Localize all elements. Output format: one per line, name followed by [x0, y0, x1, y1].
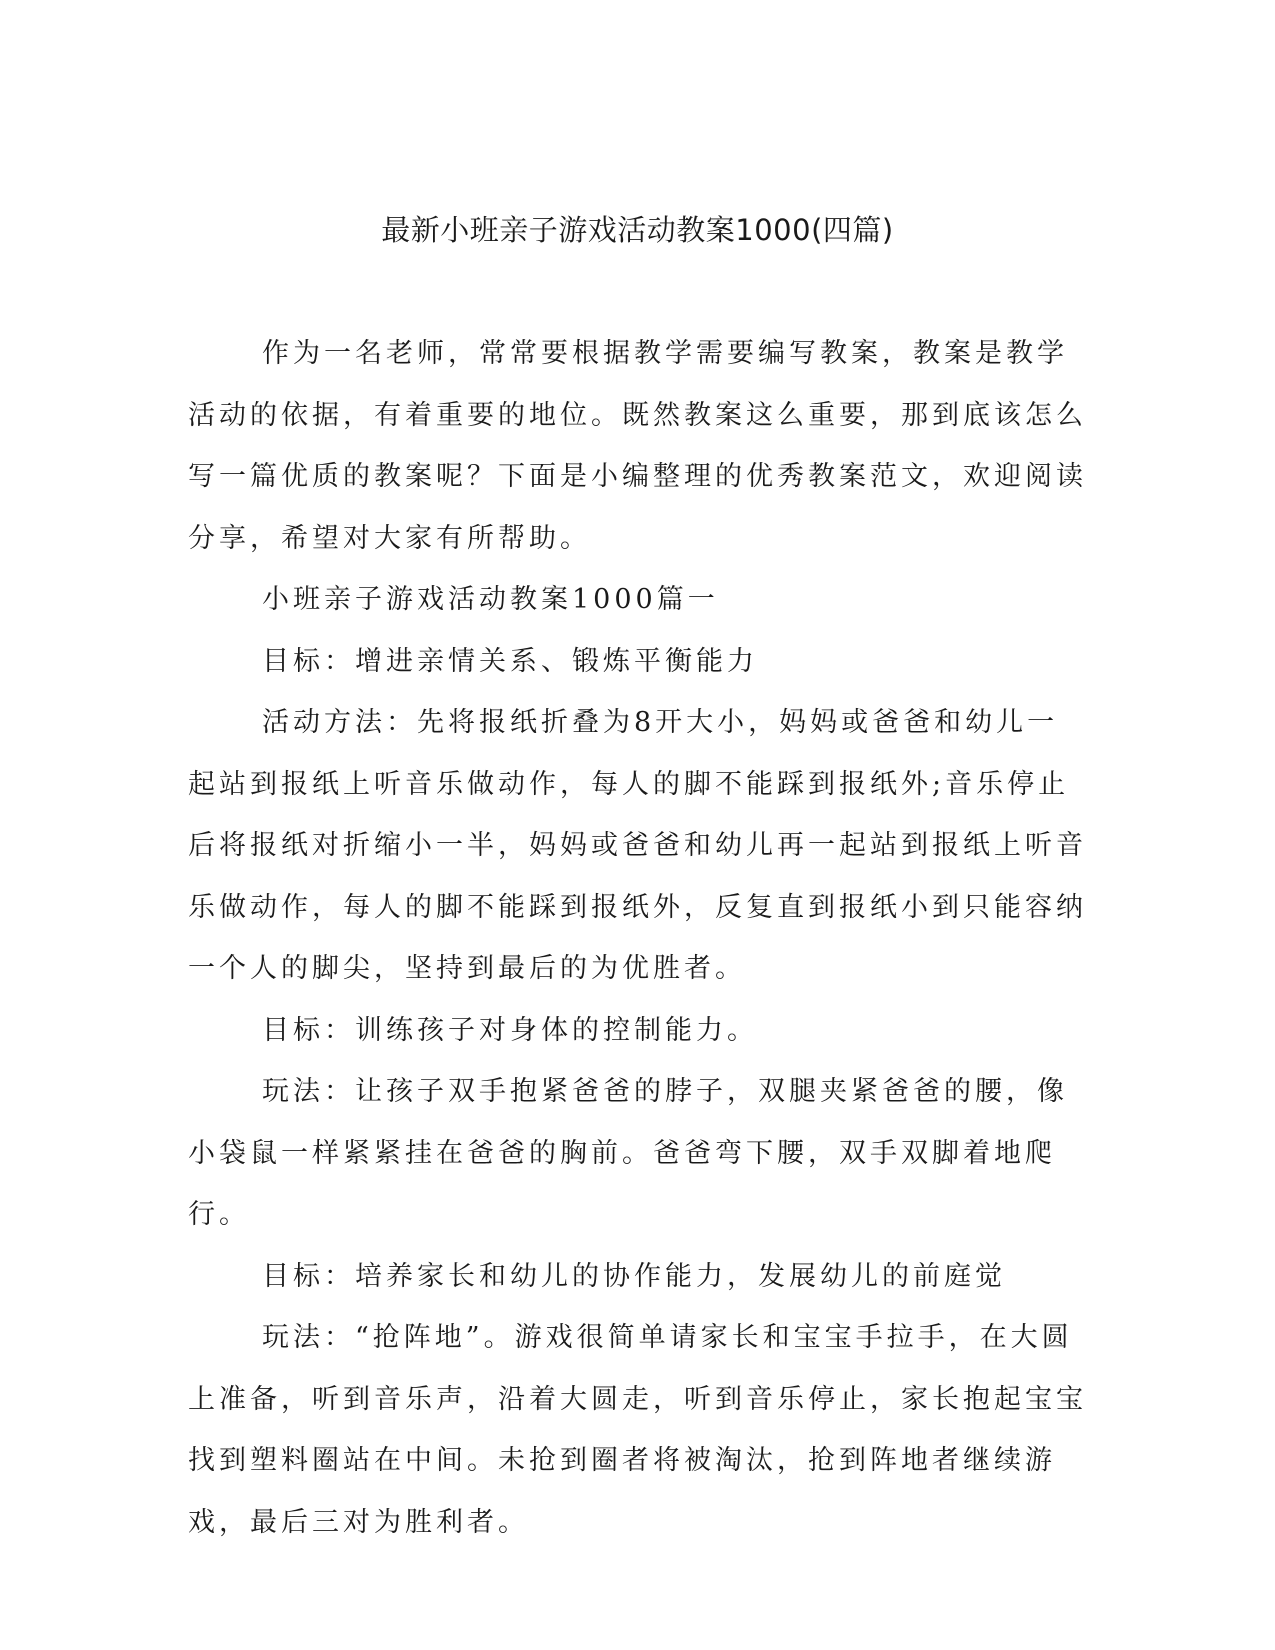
goal-paragraph: 目标：增进亲情关系、锻炼平衡能力	[262, 645, 758, 677]
method-paragraph: 活动方法：先将报纸折叠为8开大小，妈妈或爸爸和幼儿一起站到报纸上听音乐做动作，每人的脚不能踩到报纸外;音乐停止后将报纸对折缩小一半，妈妈或爸爸和幼儿再一起站到报纸上听音乐做动作，每人的脚不能踩到报纸外，反复直到报纸小到只能容纳一个人的脚尖，坚持到最后的为优胜者。	[188, 707, 1087, 984]
document-body	[188, 323, 1088, 1553]
play-paragraph: 玩法：“抢阵地”。游戏很简单请家长和宝宝手拉手，在大圆上准备，听到音乐声，沿着大圆走，听到音乐停止，家长抱起宝宝找到塑料圈站在中间。未抢到圈者将被淘汰，抢到阵地者继续游戏，最后三对为胜利者。	[188, 1322, 1087, 1538]
play-paragraph: 玩法：让孩子双手抱紧爸爸的脖子，双腿夹紧爸爸的腰，像小袋鼠一样紧紧挂在爸爸的胸前。爸爸弯下腰，双手双脚着地爬行。	[188, 1076, 1068, 1230]
goal-paragraph: 目标：培养家长和幼儿的协作能力，发展幼儿的前庭觉	[262, 1260, 1006, 1292]
document-title: 最新小班亲子游戏活动教案1000(四篇)	[381, 213, 894, 247]
goal-paragraph: 目标：训练孩子对身体的控制能力。	[262, 1014, 758, 1046]
intro-paragraph: 作为一名老师，常常要根据教学需要编写教案，教案是教学活动的依据，有着重要的地位。既然教案这么重要，那到底该怎么写一篇优质的教案呢？下面是小编整理的优秀教案范文，欢迎阅读分享，希望对大家有所帮助。	[188, 338, 1087, 554]
section-heading: 小班亲子游戏活动教案1000篇一	[262, 584, 719, 615]
